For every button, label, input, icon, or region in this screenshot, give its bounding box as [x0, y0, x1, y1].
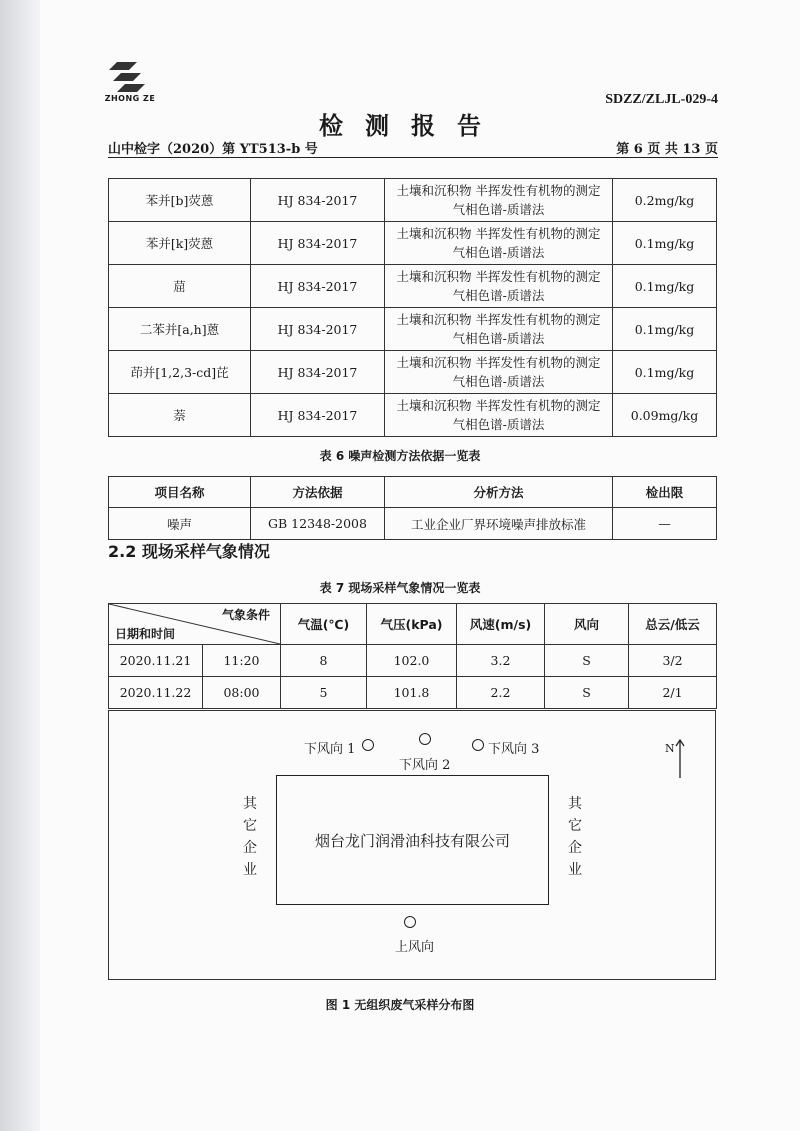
- table-row: [109, 179, 717, 222]
- table-row: [109, 508, 717, 540]
- weather-table: [108, 603, 717, 709]
- downwind-3-label: 下风向 3: [488, 742, 540, 757]
- table-cell: 8: [281, 645, 367, 677]
- right-neighbor-label: 其它企业: [568, 796, 582, 878]
- table-cell: 101.8: [367, 677, 457, 709]
- table-row: [109, 677, 717, 709]
- section-heading: 2.2 现场采样气象情况: [108, 542, 270, 561]
- left-neighbor-label: 其它企业: [243, 796, 257, 878]
- header-cell: 气温(℃): [281, 604, 367, 645]
- company-logo: [103, 58, 151, 98]
- table-row: [109, 265, 717, 308]
- header-rule: [108, 157, 718, 158]
- table-cell-item: 苯并[b]荧蒽: [109, 179, 251, 222]
- sample-point-circle: [362, 739, 374, 751]
- table-cell: 2020.11.22: [109, 677, 203, 709]
- table-cell: GB 12348-2008: [251, 508, 385, 540]
- table-cell: 3/2: [629, 645, 717, 677]
- table-header-row: [109, 604, 717, 645]
- table-cell-basis: HJ 834-2017: [251, 265, 385, 308]
- table-cell-basis: HJ 834-2017: [251, 394, 385, 437]
- table-cell-limit: 0.1mg/kg: [613, 265, 717, 308]
- table-cell: 3.2: [457, 645, 545, 677]
- north-arrow-icon: [675, 738, 685, 780]
- table-cell: 08:00: [203, 677, 281, 709]
- table6-caption: 表 6 噪声检测方法依据一览表: [319, 449, 481, 463]
- table-cell: 11:20: [203, 645, 281, 677]
- table-cell-item: 茚并[1,2,3-cd]芘: [109, 351, 251, 394]
- diagonal-header-cell: [109, 604, 281, 645]
- table-cell-basis: HJ 834-2017: [251, 308, 385, 351]
- table-cell-basis: HJ 834-2017: [251, 351, 385, 394]
- logo-text: ZHONG ZE: [104, 94, 156, 103]
- header-cell: 分析方法: [385, 477, 613, 508]
- table-cell: 2.2: [457, 677, 545, 709]
- table-cell-method: 土壤和沉积物 半挥发性有机物的测定 气相色谱-质谱法: [385, 308, 613, 351]
- table7-caption: 表 7 现场采样气象情况一览表: [319, 581, 481, 595]
- page-title: 检测报告: [319, 112, 503, 140]
- table-cell-basis: HJ 834-2017: [251, 179, 385, 222]
- header-cell: 气压(kPa): [367, 604, 457, 645]
- downwind-2-label: 下风向 2: [399, 758, 451, 773]
- upwind-label: 上风向: [395, 940, 435, 955]
- header-cell: 风向: [545, 604, 629, 645]
- header-cell: 检出限: [613, 477, 717, 508]
- table-cell-item: 䓛: [109, 265, 251, 308]
- header-cell: 方法依据: [251, 477, 385, 508]
- table-row: [109, 351, 717, 394]
- table-cell-method: 土壤和沉积物 半挥发性有机物的测定 气相色谱-质谱法: [385, 222, 613, 265]
- method-table: [108, 178, 717, 437]
- sample-point-circle: [472, 739, 484, 751]
- page-number: 第 6 页 共 13 页: [616, 142, 718, 157]
- header-cell: 项目名称: [109, 477, 251, 508]
- diagonal-top-label: 气象条件: [221, 608, 270, 622]
- table-cell-item: 二苯并[a,h]蒽: [109, 308, 251, 351]
- report-number: 山中检字（2020）第 YT513-b 号: [108, 142, 318, 157]
- table-cell-limit: 0.1mg/kg: [613, 222, 717, 265]
- table-cell: S: [545, 677, 629, 709]
- header-cell: 总云/低云: [629, 604, 717, 645]
- downwind-1-label: 下风向 1: [304, 742, 356, 757]
- company-area: [276, 775, 549, 905]
- table-row: [109, 222, 717, 265]
- figure-caption: 图 1 无组织废气采样分布图: [325, 998, 475, 1012]
- table-cell-method: 土壤和沉积物 半挥发性有机物的测定 气相色谱-质谱法: [385, 265, 613, 308]
- sample-point-circle: [404, 916, 416, 928]
- table-cell-limit: 0.09mg/kg: [613, 394, 717, 437]
- table-cell-limit: 0.1mg/kg: [613, 308, 717, 351]
- table-cell-basis: HJ 834-2017: [251, 222, 385, 265]
- table-cell-method: 土壤和沉积物 半挥发性有机物的测定 气相色谱-质谱法: [385, 394, 613, 437]
- table-row: [109, 645, 717, 677]
- table-cell-item: 苯并[k]荧蒽: [109, 222, 251, 265]
- diagonal-bottom-label: 日期和时间: [115, 627, 176, 641]
- table-cell-limit: 0.2mg/kg: [613, 179, 717, 222]
- table-cell: S: [545, 645, 629, 677]
- header-cell: 风速(m/s): [457, 604, 545, 645]
- north-label: N: [665, 742, 675, 755]
- sample-point-circle: [419, 733, 431, 745]
- table-cell-method: 土壤和沉积物 半挥发性有机物的测定 气相色谱-质谱法: [385, 351, 613, 394]
- table-cell: 102.0: [367, 645, 457, 677]
- table-cell-item: 萘: [109, 394, 251, 437]
- table-cell: 噪声: [109, 508, 251, 540]
- table-cell-limit: 0.1mg/kg: [613, 351, 717, 394]
- company-name: 烟台龙门润滑油科技有限公司: [314, 831, 510, 850]
- table-cell: 5: [281, 677, 367, 709]
- table-row: [109, 394, 717, 437]
- table-cell: 2020.11.21: [109, 645, 203, 677]
- noise-method-table: [108, 476, 717, 540]
- page-shadow: [0, 0, 40, 1131]
- document-code: SDZZ/ZLJL-029-4: [605, 92, 718, 107]
- table-cell: —: [613, 508, 717, 540]
- table-row: [109, 308, 717, 351]
- table-cell-method: 土壤和沉积物 半挥发性有机物的测定 气相色谱-质谱法: [385, 179, 613, 222]
- table-header-row: [109, 477, 717, 508]
- table-cell: 工业企业厂界环境噪声排放标准: [385, 508, 613, 540]
- table-cell: 2/1: [629, 677, 717, 709]
